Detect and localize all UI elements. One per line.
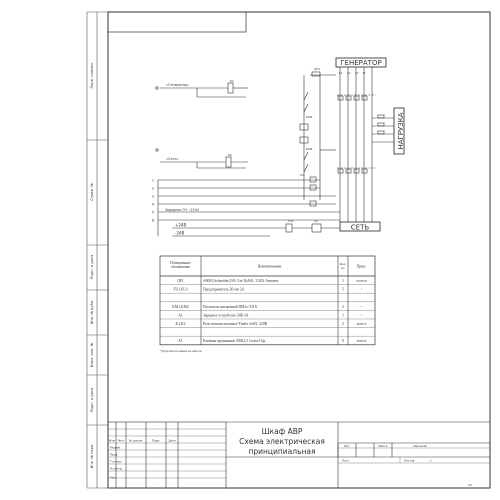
bom-cell-qty: 1 — [342, 279, 344, 284]
title-line-1: Шкаф АВР — [261, 427, 303, 436]
component-label: KM2 — [306, 147, 313, 151]
bom-cell-qty: 2 — [342, 304, 344, 309]
title-line-3: принципиальная — [248, 447, 316, 456]
side-stamp-label: Подп. и дата — [90, 387, 94, 413]
side-stamp-label: Инв. № дубл. — [90, 299, 94, 325]
title-sheets-label: Листов — [404, 458, 415, 463]
title-line-2: Схема электрическая — [239, 437, 325, 446]
bus-number: 4 — [151, 202, 154, 207]
signal-network-label: «Сеть» — [166, 157, 179, 161]
title-col-lit: Лит. — [343, 444, 351, 448]
bom-cell-position: FU1,FU3 — [173, 287, 188, 292]
title-row-label: Изм — [109, 438, 115, 443]
component-label: KM1 — [306, 115, 313, 119]
bom-cell-note: * — [360, 287, 363, 292]
supply-label: Зарядное ОЧ ~220V — [165, 208, 199, 212]
load-label: НАГРУЗКА — [397, 112, 405, 150]
component-label: L3 — [355, 71, 359, 75]
bom-cell-qty: 9 — [342, 339, 344, 344]
supply-minus-label: -24В — [175, 230, 185, 236]
bom-header-qty: Кол-во — [339, 262, 347, 270]
title-row-label: Подп. — [151, 438, 161, 443]
bom-cell-name: Пускатель магнитный ПМ1е-XXX — [203, 304, 258, 309]
title-col-scale: Масштаб — [413, 444, 427, 448]
title-row-label: Лист — [117, 438, 125, 443]
bom-cell-name: Клеммы пружинные ZRK2,5 Conta-Clip — [203, 339, 266, 344]
bom-header-name: Наименование — [257, 264, 282, 269]
title-sheets-value: 1 — [430, 458, 432, 463]
component-label: L1 — [339, 71, 343, 75]
bom-cell-note: 000030 — [356, 339, 367, 344]
bus-number: 5 — [151, 210, 154, 215]
title-row-label: № докум. — [129, 438, 143, 443]
component-label: K1 — [230, 79, 234, 83]
title-row-label: Дата — [168, 438, 176, 443]
bom-cell-qty: 1 — [342, 313, 344, 318]
title-col-mass: Масса — [378, 444, 388, 448]
component-label: K2 — [228, 153, 232, 157]
side-stamp-label: Справ. № — [90, 183, 94, 201]
bus-number: 6 — [151, 218, 154, 223]
bom-cell-note: *003976 — [355, 279, 368, 284]
bom-header-position: Позиционное обозначение — [170, 261, 191, 270]
bom-cell-position: A1 — [178, 313, 183, 318]
bus-number: 2 — [151, 186, 154, 191]
title-sheet-label: Лист — [342, 458, 350, 463]
bom-cell-note: 000070 — [356, 322, 367, 327]
bom-cell-qty: 2 — [342, 322, 344, 327]
bom-header-note: Прим. — [356, 264, 367, 269]
bom-cell-note: * — [360, 313, 363, 318]
generator-label: ГЕНЕРАТОР — [340, 59, 382, 67]
bom-footnote: *Допускается замена на аналоги — [160, 348, 202, 353]
bom-cell-name: A0003,Schneider,25А /1м/ IkA63, 11203 Автомат — [203, 279, 279, 284]
side-stamp-label: Подп. и дата — [90, 254, 94, 280]
supply-plus-label: +24В — [175, 222, 187, 228]
title-role-label: Утв. — [110, 475, 116, 480]
bom-cell-name: Зарядное устройство 24В 3А — [203, 313, 249, 318]
parts-list-table — [160, 256, 375, 353]
title-role-label: Разраб. — [110, 445, 121, 450]
component-label: X1 — [300, 173, 304, 177]
signal-generator-label: «Генератор» — [166, 83, 190, 87]
bom-cell-position: X1 — [178, 339, 183, 344]
title-role-label: Т.контр. — [110, 459, 123, 464]
component-label: QF1 — [314, 67, 320, 71]
bom-cell-position: K1,K2 — [175, 322, 186, 327]
title-format: А3 — [468, 483, 472, 487]
network-label: СЕТЬ — [350, 223, 370, 232]
side-stamp-label: Перв. примен. — [90, 61, 94, 89]
bom-cell-qty: 5 — [342, 287, 344, 292]
component-label: N — [363, 71, 366, 75]
bom-cell-name: Предохранитель 20 мм 2А — [203, 287, 245, 292]
side-stamp-label: Взам. инв. № — [90, 342, 94, 368]
bom-cell-position: KM1,KM2 — [172, 304, 189, 309]
title-block — [108, 422, 490, 488]
bom-cell-note: * — [360, 304, 363, 309]
component-label: L2 — [347, 71, 351, 75]
bom-cell-name: Реле вспомогательное Finder 2x8A, 220В — [203, 322, 268, 327]
bus-number: 1 — [151, 178, 154, 183]
title-role-label: Пров. — [110, 452, 119, 457]
top-stamp-box — [108, 12, 246, 32]
title-role-label: Н.контр. — [110, 466, 123, 471]
bus-number: 3 — [151, 194, 154, 199]
component-label: FU1 — [288, 219, 294, 223]
bom-cell-position: QF1 — [177, 279, 184, 284]
component-label: A1 — [314, 219, 318, 223]
side-stamp-label: Инв. № подл. — [90, 443, 94, 469]
